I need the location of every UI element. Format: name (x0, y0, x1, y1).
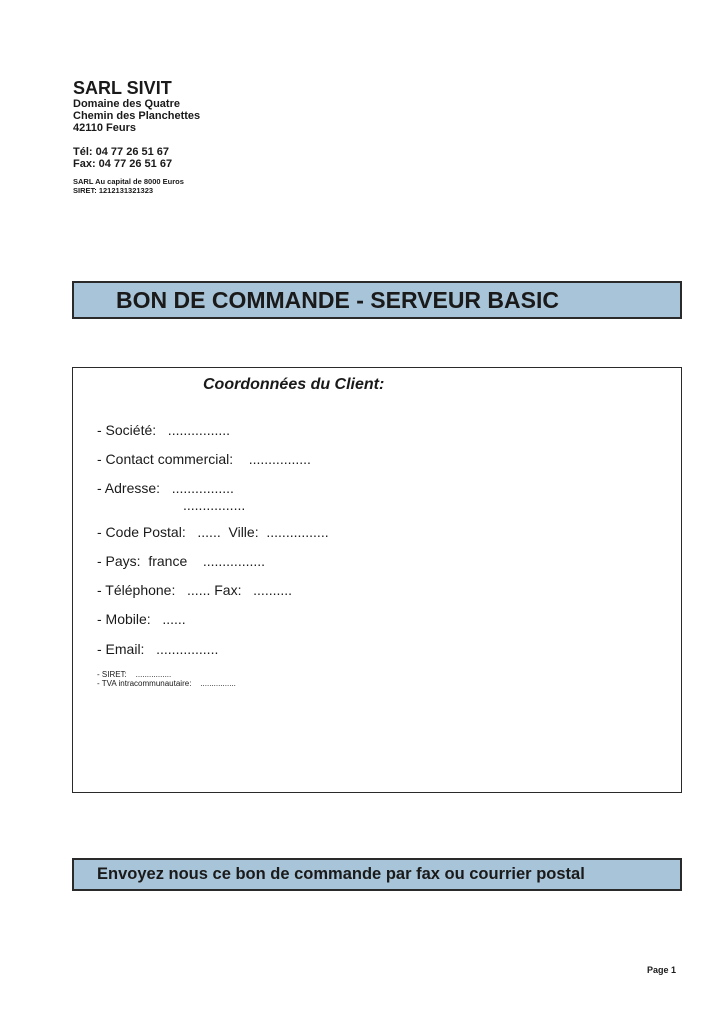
footer-note: Envoyez nous ce bon de commande par fax ou courrier postal (97, 865, 585, 883)
company-header (73, 78, 200, 195)
field-mobile: - Mobile: ...... (97, 611, 186, 627)
field-societe: - Société: ................ (97, 422, 231, 438)
field-adresse-line2: ................ (183, 497, 246, 513)
field-pays: - Pays: france ................ (97, 553, 266, 569)
page-number: Page 1 (646, 965, 676, 975)
address-line-1: Domaine des Quatre (73, 98, 180, 110)
company-phone: Tél: 04 77 26 51 67 (73, 146, 170, 158)
address-line-2: Chemin des Planchettes (73, 110, 201, 122)
title-banner (72, 281, 682, 319)
page-title: BON DE COMMANDE - SERVEUR BASIC (116, 287, 559, 313)
field-adresse: - Adresse: ................ (97, 480, 234, 496)
company-siret: SIRET: 1212131321323 (73, 186, 154, 195)
company-fax: Fax: 04 77 26 51 67 (73, 158, 173, 170)
field-email: - Email: ................ (97, 641, 219, 657)
field-contact: - Contact commercial: ................ (97, 451, 311, 467)
company-name: SARL SIVIT (73, 78, 172, 98)
address-line-3: 42110 Feurs (73, 122, 136, 134)
field-siret: - SIRET: ................ (97, 670, 172, 679)
client-details-box (72, 367, 682, 793)
footer-banner (72, 858, 682, 891)
client-heading: Coordonnées du Client: (203, 376, 385, 393)
field-telephone: - Téléphone: ...... Fax: .......... (97, 582, 293, 598)
field-tva: - TVA intracommunautaire: ................ (97, 679, 236, 688)
field-code-postal: - Code Postal: ...... Ville: ................ (97, 524, 329, 540)
company-capital: SARL Au capital de 8000 Euros (73, 177, 184, 186)
